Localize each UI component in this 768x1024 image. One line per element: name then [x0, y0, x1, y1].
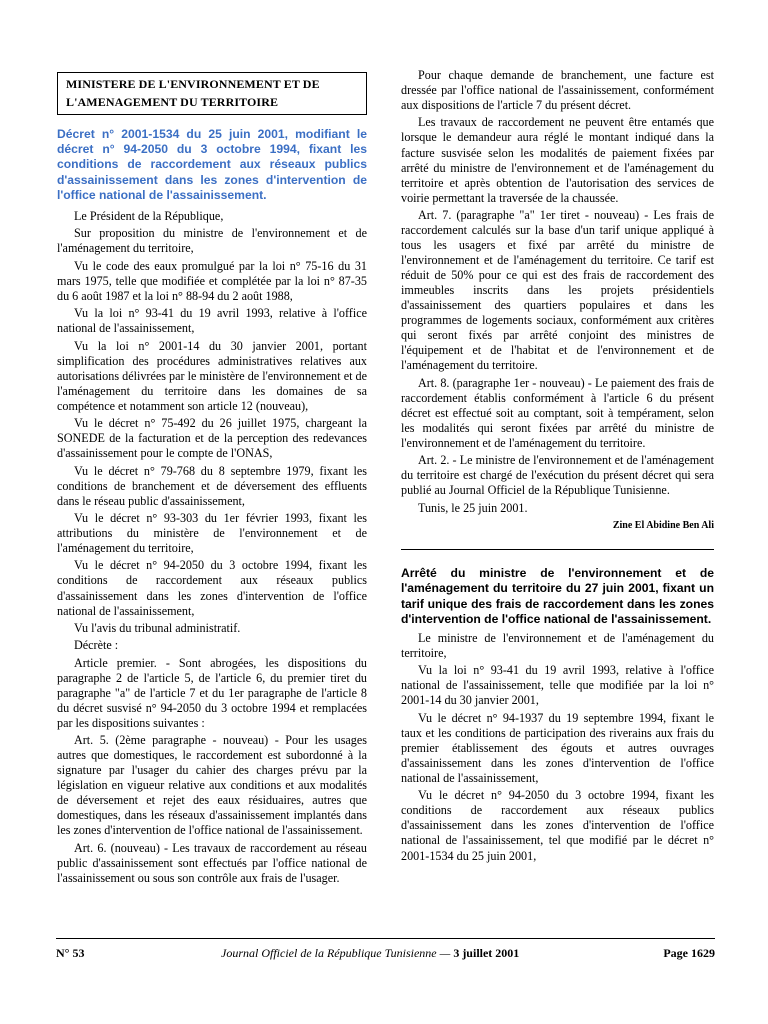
- arrete-body: [401, 631, 714, 864]
- decree-body: [57, 209, 367, 886]
- paragraph: Le ministre de l'environnement et de l'aménagement du territoire,: [401, 630, 714, 660]
- ministry-header-box: [57, 72, 367, 115]
- section-divider: [401, 549, 714, 550]
- paragraph: Sur proposition du ministre de l'environnement et de l'aménagement du territoire,: [57, 226, 367, 256]
- page-number: Page 1629: [663, 946, 715, 960]
- paragraph: Vu la loi n° 2001-14 du 30 janvier 2001, portant simplification des procédures administratives relatives aux autorisations délivrées par le ministère de l'environnement et de l'aménagement du territoire dans les domaines de sa compétence et notamment son article 12 (nouveau),: [57, 338, 367, 413]
- paragraph: Vu la loi n° 93-41 du 19 avril 1993, relative à l'office national de l'assainissement,: [57, 306, 367, 336]
- left-column: [57, 60, 367, 888]
- paragraph: Pour chaque demande de branchement, une facture est dressée par l'office national de l'assainissement, conformément aux dispositions de l'article 7 du présent décret.: [401, 68, 714, 113]
- arrete-title: Arrêté du ministre de l'environnement et de l'aménagement du territoire du 27 juin 2001, fixant un tarif unique des frais de raccordement dans les zones d'intervention de l'office national de l'assainissement.: [401, 566, 714, 626]
- paragraph: Vu l'avis du tribunal administratif.: [74, 620, 241, 635]
- paragraph: Vu le décret n° 94-1937 du 19 septembre 1994, fixant le taux et les conditions de participation des riverains aux frais du premier établissement des égouts et autres ouvrages d'assainissement dans les zones d'intervention de l'office national de l'assainissement,: [401, 710, 714, 785]
- paragraph: Art. 6. (nouveau) - Les travaux de raccordement au réseau public d'assainissement sont effectués par l'office national de l'assainissement ou sous son contrôle aux frais de l'usager.: [57, 840, 367, 885]
- paragraph: Décrète :: [74, 638, 119, 653]
- paragraph: Article premier. - Sont abrogées, les dispositions du paragraphe 2 de l'article 5, de l'article 6, du premier tiret du paragraphe "a" de l'article 7 et du 1er paragraphe de l'article 8 du décret susvisé n° 94-2050 du 3 octobre 1994 et remplacées par les dispositions suivantes :: [57, 655, 367, 730]
- paragraph: Vu le décret n° 75-492 du 26 juillet 1975, chargeant la SONEDE de la facturation et de la perception des redevances d'assainissement pour le compte de l'ONAS,: [57, 416, 367, 461]
- decree-continuation: [401, 68, 714, 516]
- ministry-line: MINISTERE DE L'ENVIRONNEMENT ET DE: [66, 77, 320, 91]
- signature: Zine El Abidine Ben Ali: [612, 520, 714, 532]
- paragraph: Vu le décret n° 79-768 du 8 septembre 1979, fixant les conditions de branchement et de déversement des effluents dans le réseau public d'assainissement,: [57, 463, 367, 508]
- journal-title: Journal Officiel de la République Tunisienne —: [221, 946, 451, 960]
- publication-date: 3 juillet 2001: [453, 946, 520, 960]
- issue-number: N° 53: [56, 946, 85, 960]
- paragraph: Art. 5. (2ème paragraphe - nouveau) - Pour les usages autres que domestiques, le raccordement est subordonné à la signature par l'usager du cahier des charges prévu par la législation en vigueur relative aux conditions et aux modalités de déversement et rejet des eaux résiduaires, autres que domestiques, dans les réseaux d'assainissement implantés dans les zones d'intervention de l'office national de l'assainissement.: [57, 733, 367, 838]
- paragraph: Vu le code des eaux promulgué par la loi n° 75-16 du 31 mars 1975, telle que modifiée et complétée par la loi n° 87-35 du 6 août 1987 et la loi n° 88-94 du 2 août 1988,: [57, 258, 367, 303]
- paragraph: Le Président de la République,: [74, 209, 224, 224]
- paragraph: Art. 8. (paragraphe 1er - nouveau) - Le paiement des frais de raccordement établis conformément à l'article 6 du présent décret est effectué soit au comptant, soit à tempérament, selon les modalités qui seront fixées par arrêté du ministre de l'environnement et de l'aménagement du territoire.: [401, 375, 714, 451]
- paragraph: Les travaux de raccordement ne peuvent être entamés que lorsque le demandeur aura réglé le montant indiqué dans la facture susvisée selon les modalités de paiement fixées par arrêté du ministre de l'environnement et de l'aménagement du territoire et après obtention de l'autorisation des services de voirie permettant la traversée de la chaussée.: [401, 115, 714, 205]
- right-column: [401, 68, 714, 866]
- footer-divider: [56, 938, 715, 939]
- paragraph: Vu le décret n° 93-303 du 1er février 1993, fixant les attributions du ministère de l'environnement et de l'aménagement du territoire,: [57, 510, 367, 556]
- journal-name: [221, 946, 519, 961]
- paragraph: Art. 2. - Le ministre de l'environnement et de l'aménagement du territoire est chargé de l'exécution du présent décret qui sera publié au Journal Officiel de la République Tunisienne.: [401, 453, 714, 498]
- paragraph: Art. 7. (paragraphe "a" 1er tiret - nouveau) - Les frais de raccordement calculés sur la base d'un tarif unique appliqué à tous les usagers et fixé par arrêté du ministre de l'environnement et de l'aménagement du territoire. Ce tarif est réduit de 50% pour ce qui est des frais de raccordement des immeubles inscrits dans les projets présidentiels d'assainissement des quartiers populaires et dans les programmes de logements sociaux, conformément aux critères qui seront fixés par arrêté conjoint des ministres de l'équipement et de l'habitat et de l'environnement et de l'aménagement du territoire.: [401, 208, 714, 373]
- decree-title: Décret n° 2001-1534 du 25 juin 2001, modifiant le décret n° 94-2050 du 3 octobre 1994, fixant les conditions de raccordement aux réseaux publics d'assainissement dans les zones d'intervention de l'office national de l'assainissement.: [57, 127, 367, 202]
- paragraph: Vu le décret n° 94-2050 du 3 octobre 1994, fixant les conditions de raccordement aux réseaux publics d'assainissement dans les zones d'intervention de l'office national de l'assainissement,: [57, 558, 367, 618]
- ministry-line: L'AMENAGEMENT DU TERRITOIRE: [66, 95, 279, 109]
- paragraph: Vu le décret n° 94-2050 du 3 octobre 1994, fixant les conditions de raccordement aux réseaux publics d'assainissement dans les zones d'intervention de l'office national de l'assainissement, tel que modifié par le décret n° 2001-1534 du 25 juin 2001,: [401, 788, 714, 863]
- paragraph: Vu la loi n° 93-41 du 19 avril 1993, relative à l'office national de l'assainissement, telle que modifiée par la loi n° 2001-14 du 30 janvier 2001,: [401, 663, 714, 708]
- paragraph: Tunis, le 25 juin 2001.: [418, 500, 528, 515]
- page-footer: [56, 946, 715, 962]
